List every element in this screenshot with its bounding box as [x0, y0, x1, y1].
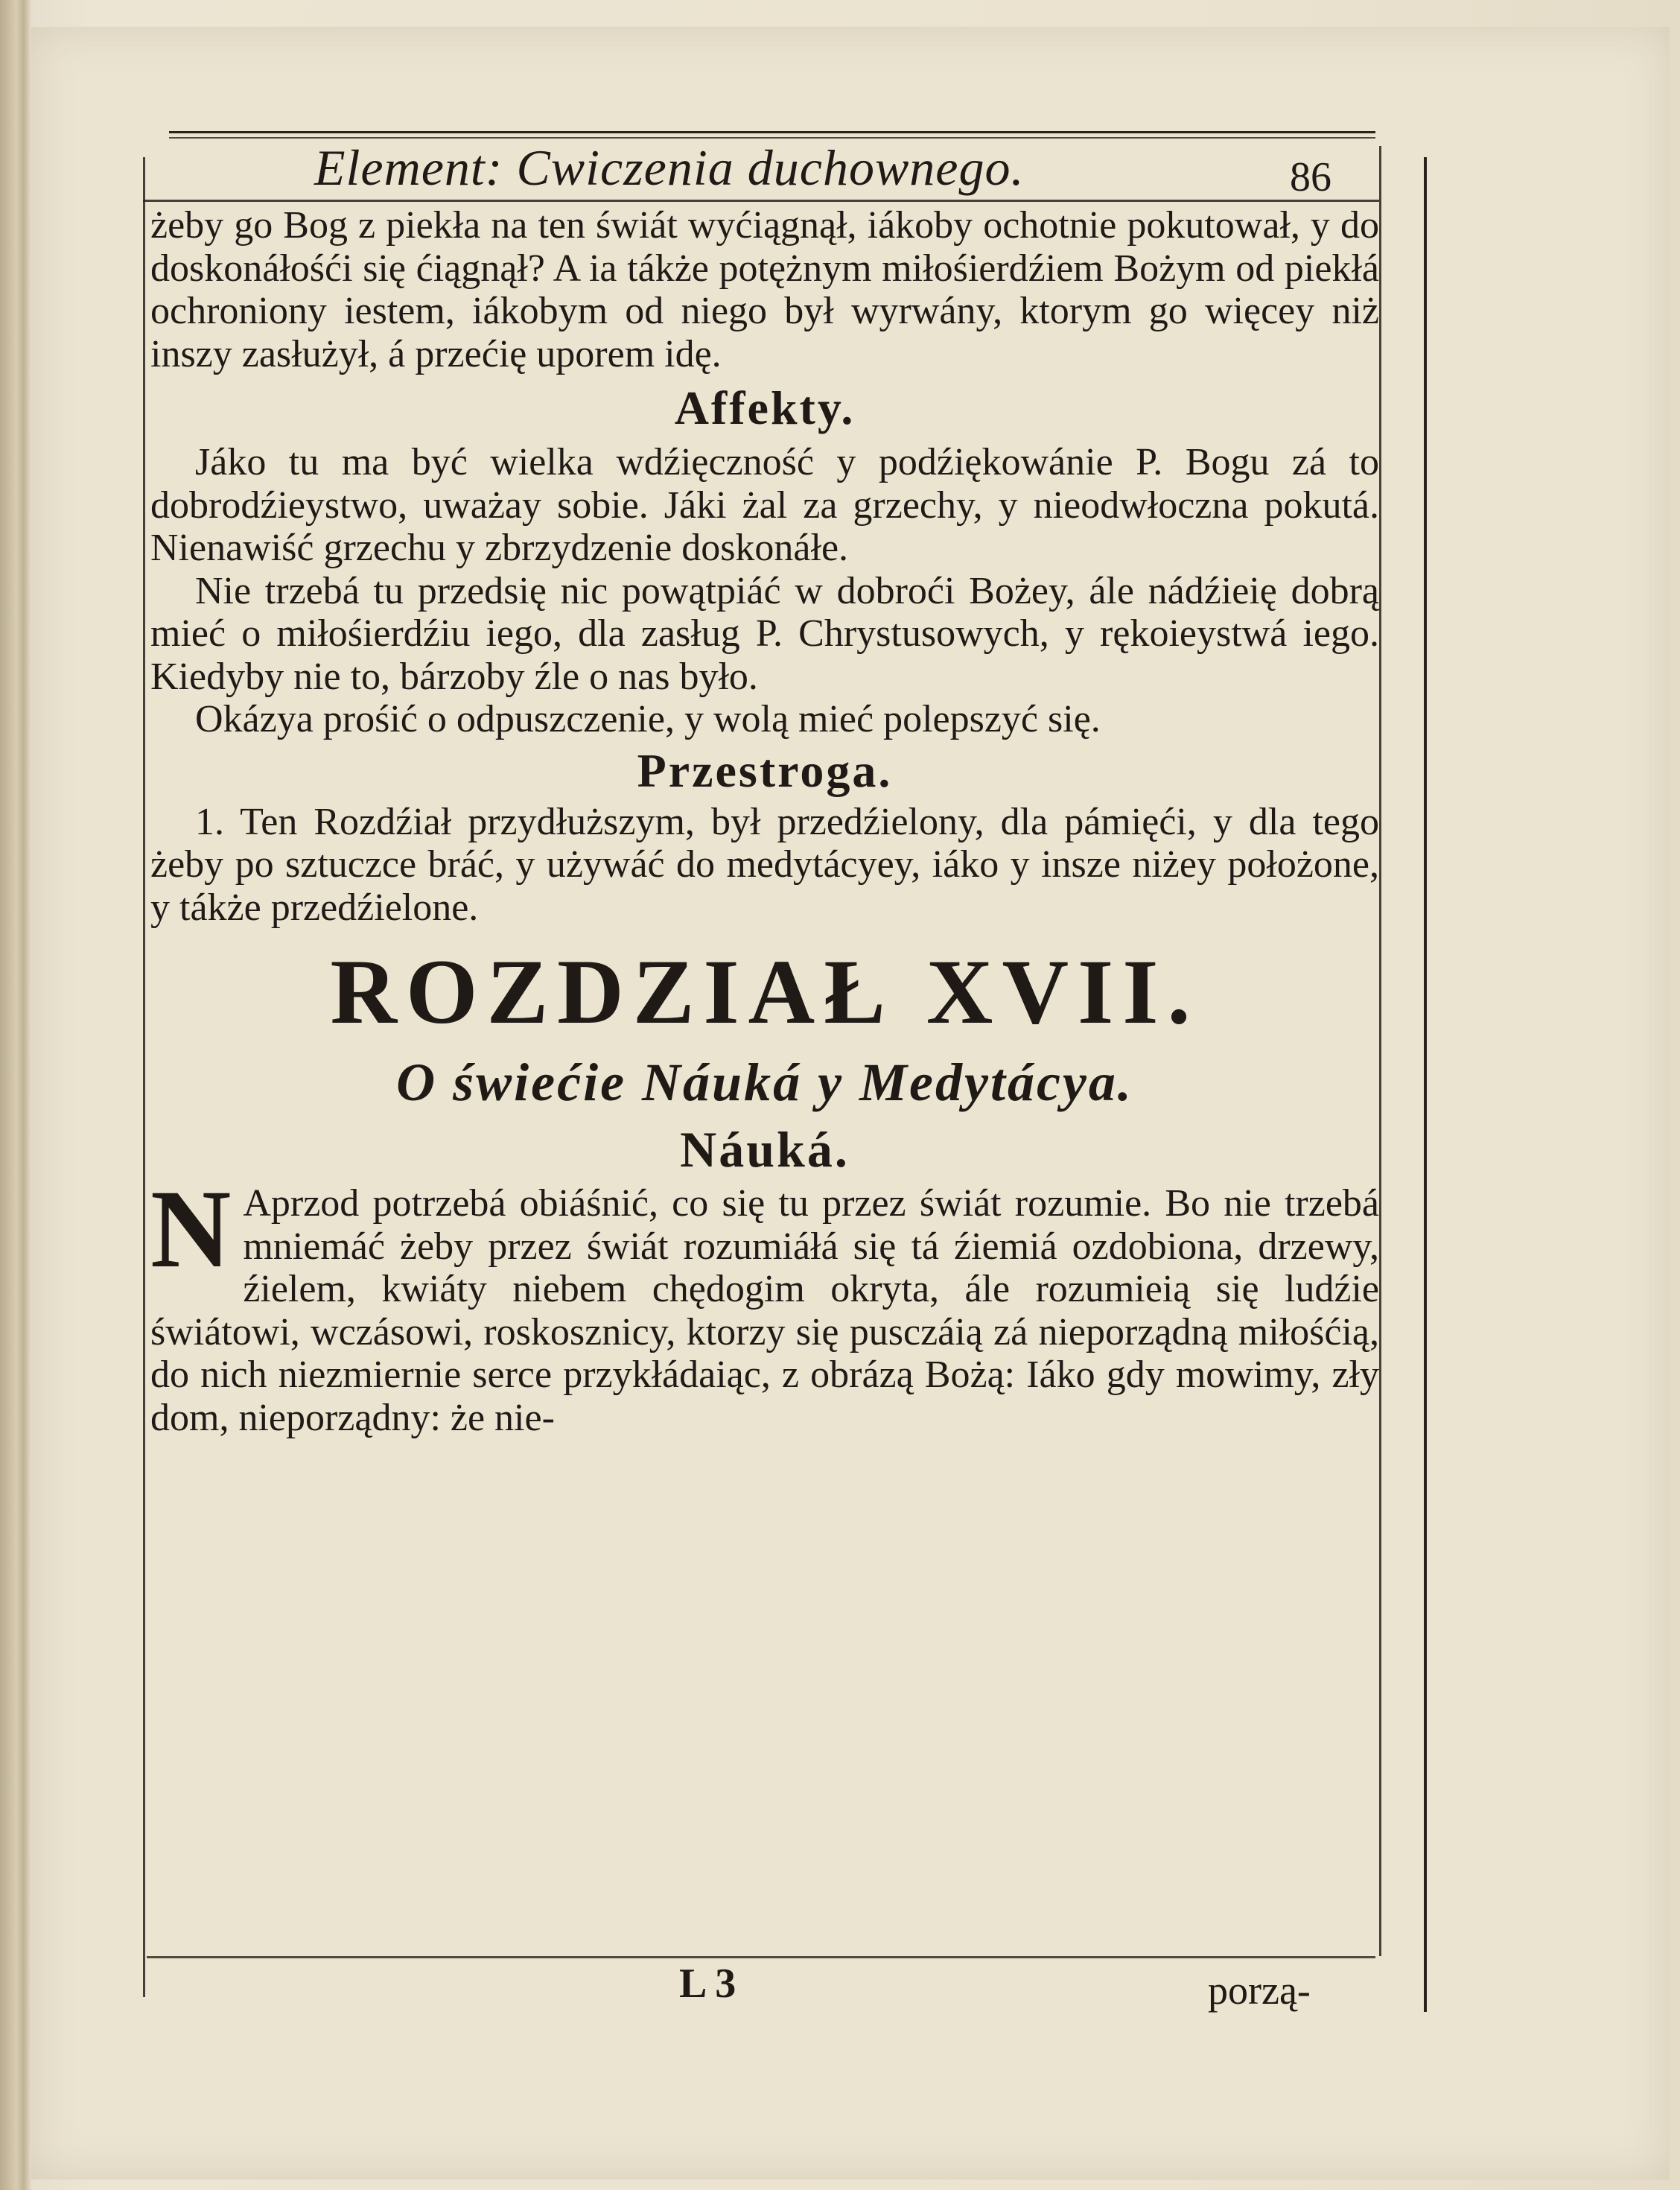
przestroga-heading: Przestroga. — [637, 743, 893, 797]
nauka-heading: Náuká. — [680, 1121, 850, 1178]
affekty-heading: Affekty. — [674, 381, 856, 434]
affekty-paragraph-2: Nie trzebá tu przedsię nic powątpiáć w dobroći Bożey, ále nádźieię dobrą mieć o miłośierdźiu iego, dla zasług P. Chrystusowych, y rękoieystwá iego. Kiedyby nie to, bárzoby źle o nas było. — [150, 569, 1379, 698]
chapter-subtitle: O świećie Náuká y Medytácya. — [396, 1053, 1133, 1112]
catchword: porzą- — [1208, 1968, 1311, 2013]
frame-rule-right-outer — [1424, 157, 1427, 2012]
chapter-heading: ROZDZIAŁ XVII. — [330, 941, 1200, 1043]
running-head-rule — [143, 200, 1379, 202]
affekty-paragraph-1: Jáko tu ma być wielka wdźięczność y podźiękowánie P. Bogu zá to dobrodźieystwo, uważay sobie. Jáki żal za grzechy, y nieodwłoczna pokutá. Nienawiść grzechu y zbrzydzenie doskonáłe. — [150, 441, 1379, 569]
signature-mark: L 3 — [679, 1961, 736, 2007]
nauka-paragraph-1 — [150, 1167, 1379, 1439]
main-text-block — [150, 204, 1379, 1439]
frame-rule-top — [169, 131, 1375, 133]
nauka-paragraph-text: Aprzod potrzebá obiáśnić, co się tu przez świát rozumie. Bo nie trzebá mniemáć żeby przez świát rozumiáłá się tá źiemiá ozdobiona, drzewy, źielem, kwiáty niebem chędogim okryta, ále rozumieią się ludźie świátowi, wczásowi, roskosznicy, ktorzy się pusczáią zá nieporządną miłośćią, do nich niezmiernie serce przykłádaiąc, z obrázą Bożą: Iáko gdy mowimy, zły dom, nieporządny: że nie- — [150, 1182, 1379, 1439]
frame-rule-left — [143, 157, 145, 1997]
continuation-paragraph: żeby go Bog z piekła na ten świát wyćiągnął, iákoby ochotnie pokutował, y do doskonáłośći się ćiągnął? A ia tákże potężnym miłośierdźiem Bożym od piekłá ochroniony iestem, iákobym od niego był wyrwány, ktorym go więcey niż inszy zasłużył, á przećię uporem idę. — [150, 204, 1379, 375]
running-head: Element: Cwiczenia duchownego. — [314, 139, 1025, 196]
page-number: 86 — [1290, 154, 1331, 200]
book-page — [31, 27, 1670, 2180]
frame-rule-bottom — [147, 1956, 1375, 1958]
przestroga-paragraph-1: 1. Ten Rozdźiał przydłuższym, był przedźielony, dla pámięći, y dla tego żeby po sztuczce bráć, y używáć do medytácyey, iáko y insze niżey położone, y tákże przedźielone. — [150, 800, 1379, 929]
affekty-paragraph-3: Okázya prośić o odpuszczenie, y wolą mieć polepszyć się. — [195, 698, 1101, 740]
drop-cap-letter: N — [150, 1167, 232, 1291]
frame-rule-right — [1379, 146, 1381, 1956]
book-spine-edge — [0, 0, 31, 2190]
page-foot — [150, 1960, 1379, 2019]
